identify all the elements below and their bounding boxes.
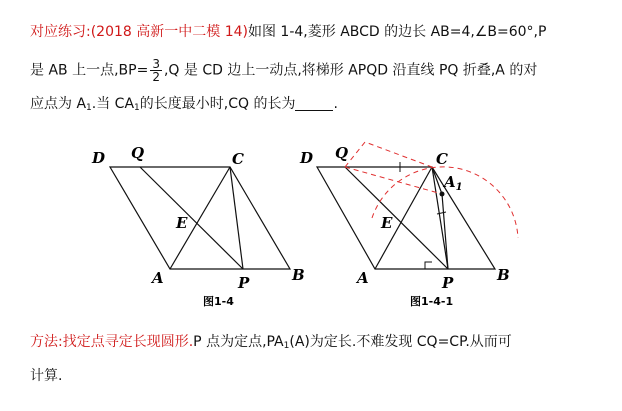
subscript-2: 1 [134, 103, 140, 113]
fig1-label-q: Q [131, 144, 145, 162]
problem-end: . [333, 96, 338, 112]
segment-cp [230, 167, 243, 269]
method-line-2 [30, 366, 62, 386]
method-text-b: (A)为定长.不难发现 CQ=CP.从而可 [289, 334, 512, 350]
method-text-2: 计算. [30, 368, 63, 384]
rhombus-abcd-2 [317, 167, 495, 269]
method-text-a: P 点为定点,PA [193, 334, 284, 350]
subscript-1: 1 [86, 103, 92, 113]
problem-text-2b: ,Q 是 CD 边上一动点,将梯形 APQD 沿直线 PQ 折叠,A 的对 [163, 62, 538, 79]
fig2-label-e: E [381, 214, 393, 232]
method-tag: 方法:找定点寻定长现圆形. [30, 334, 194, 350]
fig2-label-d: D [300, 149, 314, 167]
fig2-label-c: C [436, 150, 448, 168]
problem-text-3b: .当 CA [91, 96, 135, 112]
fold-dashed-q-a1 [345, 167, 442, 194]
fig1-label-c: C [232, 150, 244, 168]
fig1-label-a: A [152, 269, 164, 287]
right-angle-mark [425, 262, 432, 269]
fig2-caption: 图1-4-1 [410, 295, 454, 308]
segment-qp-2 [345, 167, 448, 269]
problem-text-2a: 是 AB 上一点,BP= [30, 62, 149, 79]
problem-text-3c: 的长度最小时,CQ 的长为 [139, 96, 296, 112]
problem-text-1: 如图 1-4,菱形 ABCD 的边长 AB=4,∠B=60°,P [247, 24, 547, 40]
fig1-label-p: P [238, 274, 250, 292]
fig2-label-b: B [497, 266, 510, 284]
fig2-label-a: A [357, 269, 369, 287]
problem-text-3a: 应点为 A [30, 96, 87, 112]
fig1-label-d: D [92, 149, 106, 167]
fig2-label-a1: $A_1$ [444, 173, 463, 193]
method-line-1 [30, 332, 512, 356]
fig1-label-e: E [176, 214, 188, 232]
fig1-label-b: B [292, 266, 305, 284]
segment-a1-p [442, 194, 448, 269]
fig1-caption: 图1-4 [203, 295, 234, 308]
point-a1 [440, 192, 445, 197]
figure-1-4 [110, 167, 290, 269]
segment-qp [140, 167, 243, 269]
tick-cp [437, 212, 446, 214]
fraction-denominator: 2 [152, 70, 160, 84]
fraction-numerator: 3 [152, 57, 160, 71]
fig2-label-p: P [442, 274, 454, 292]
problem-tag: 对应练习:(2018 高新一中二模 14) [30, 24, 248, 40]
fig2-label-q: Q [335, 144, 349, 162]
method-subscript: 1 [283, 341, 290, 351]
fold-dashed-q-d1 [345, 142, 432, 167]
